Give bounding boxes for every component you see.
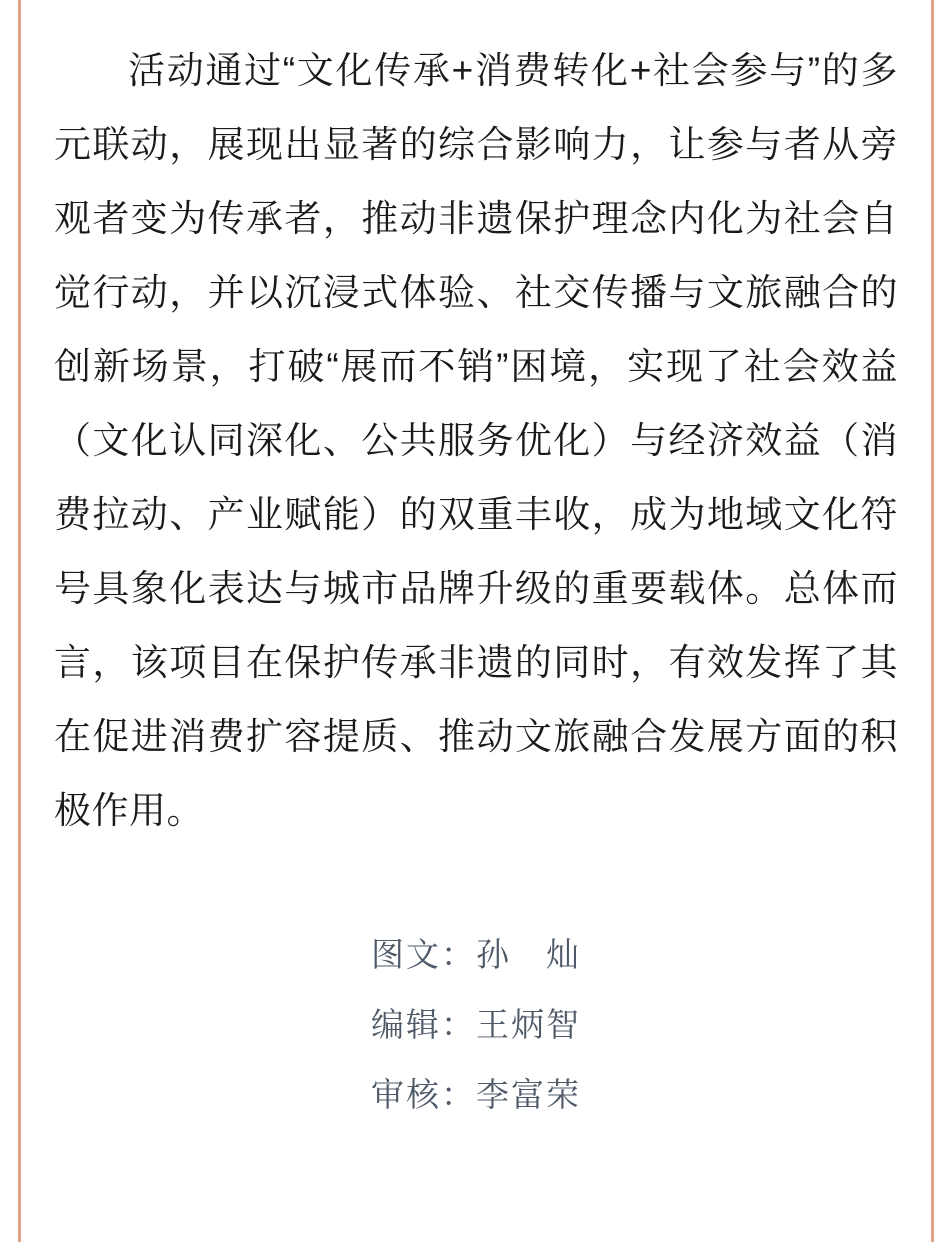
right-border-rule <box>931 0 934 1242</box>
credit-line-author: 图文：孙 灿 <box>371 936 581 973</box>
credits-block <box>54 920 898 1130</box>
document-content <box>54 0 898 1242</box>
body-paragraph: 活动通过“文化传承+消费转化+社会参与”的多元联动，展现出显著的综合影响力，让参与者从旁观者变为传承者，推动非遗保护理念内化为社会自觉行动，并以沉浸式体验、社交传播与文旅融合的创新场景，打破“展而不销”困境，实现了社会效益（文化认同深化、公共服务优化）与经济效益（消费拉动、产业赋能）的双重丰收，成为地域文化符号具象化表达与城市品牌升级的重要载体。总体而言，该项目在保护传承非遗的同时，有效发挥了其在促进消费扩容提质、推动文旅融合发展方面的积极作用。 <box>54 50 898 831</box>
left-border-rule <box>18 0 21 1242</box>
credit-line-editor: 编辑：王炳智 <box>371 1006 581 1043</box>
credit-line-reviewer: 审核：李富荣 <box>371 1076 581 1113</box>
